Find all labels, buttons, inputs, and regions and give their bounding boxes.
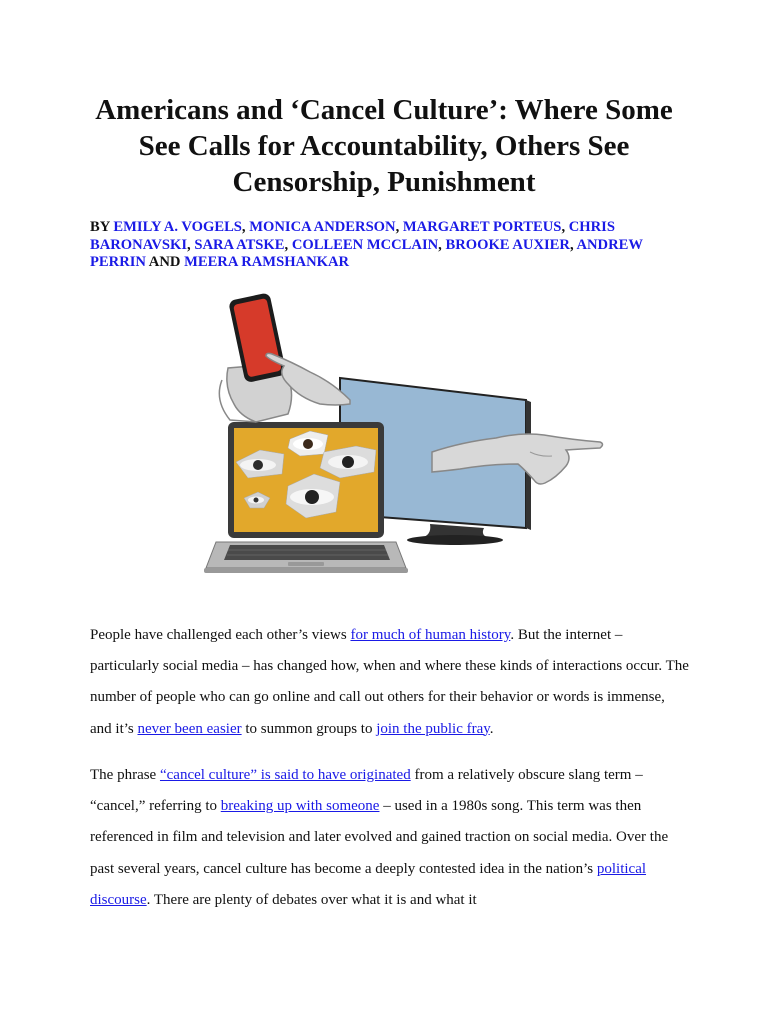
author-link[interactable]: MEERA RAMSHANKAR: [184, 254, 350, 270]
paragraph-text: The phrase: [90, 767, 160, 783]
paragraph-text: to summon groups to: [241, 720, 377, 737]
paragraph-text: .: [489, 720, 494, 737]
inline-link[interactable]: never been easier: [137, 720, 242, 737]
article-title: Americans and ‘Cancel Culture’: Where Some See Calls for Accountability, Others See Censorship, Punishment: [95, 94, 673, 198]
paragraph-text: . But the internet – particularly social media – has changed how, when and where these kinds of interactions occur. The number of people who can go online and call out others for their behavior or words is immense, and it’s: [90, 627, 689, 737]
article-paragraph-1: [90, 620, 690, 745]
article-paragraph-2: [90, 760, 690, 916]
author-link[interactable]: MARGARET PORTEUS: [402, 219, 562, 235]
byline: [90, 219, 680, 272]
author-link[interactable]: EMILY A. VOGELS: [113, 219, 242, 235]
author-link[interactable]: SARA ATSKE: [194, 236, 285, 253]
author-link[interactable]: COLLEEN MCCLAIN: [291, 236, 439, 253]
paragraph-text: – used in a 1980s song. This term was then referenced in film and television and later evolved and gained traction on social media. Over the past several years, cancel culture has become a deeply contested idea in the nation’s: [90, 798, 669, 877]
byline-conjunction: AND: [145, 254, 185, 270]
paragraph-text: People have challenged each other’s views: [90, 627, 351, 643]
hero-illustration: [200, 292, 620, 582]
author-link[interactable]: ANDREW PERRIN: [90, 236, 643, 270]
paragraph-text: . There are plenty of debates over what it is and what it: [146, 891, 477, 908]
author-list: EMILY A. VOGELS, MONICA ANDERSON, MARGARET PORTEUS, CHRIS BARONAVSKI, SARA ATSKE, COLLEEN MCCLAIN, BROOKE AUXIER, ANDREW PERRIN AND MEERA RAMSHANKAR: [90, 219, 643, 270]
inline-link[interactable]: “cancel culture” is said to have originated: [159, 767, 411, 783]
byline-prefix: BY: [90, 219, 114, 235]
author-link[interactable]: CHRIS BARONAVSKI: [90, 219, 615, 253]
inline-link[interactable]: for much of human history: [350, 627, 511, 643]
paragraph-text: from a relatively obscure slang term – “cancel,” referring to: [90, 767, 643, 815]
inline-link[interactable]: join the public fray: [376, 720, 490, 737]
inline-link[interactable]: breaking up with someone: [220, 798, 380, 815]
author-link[interactable]: BROOKE AUXIER: [445, 236, 570, 253]
inline-link[interactable]: political discourse: [90, 860, 647, 908]
author-link[interactable]: MONICA ANDERSON: [249, 219, 396, 235]
